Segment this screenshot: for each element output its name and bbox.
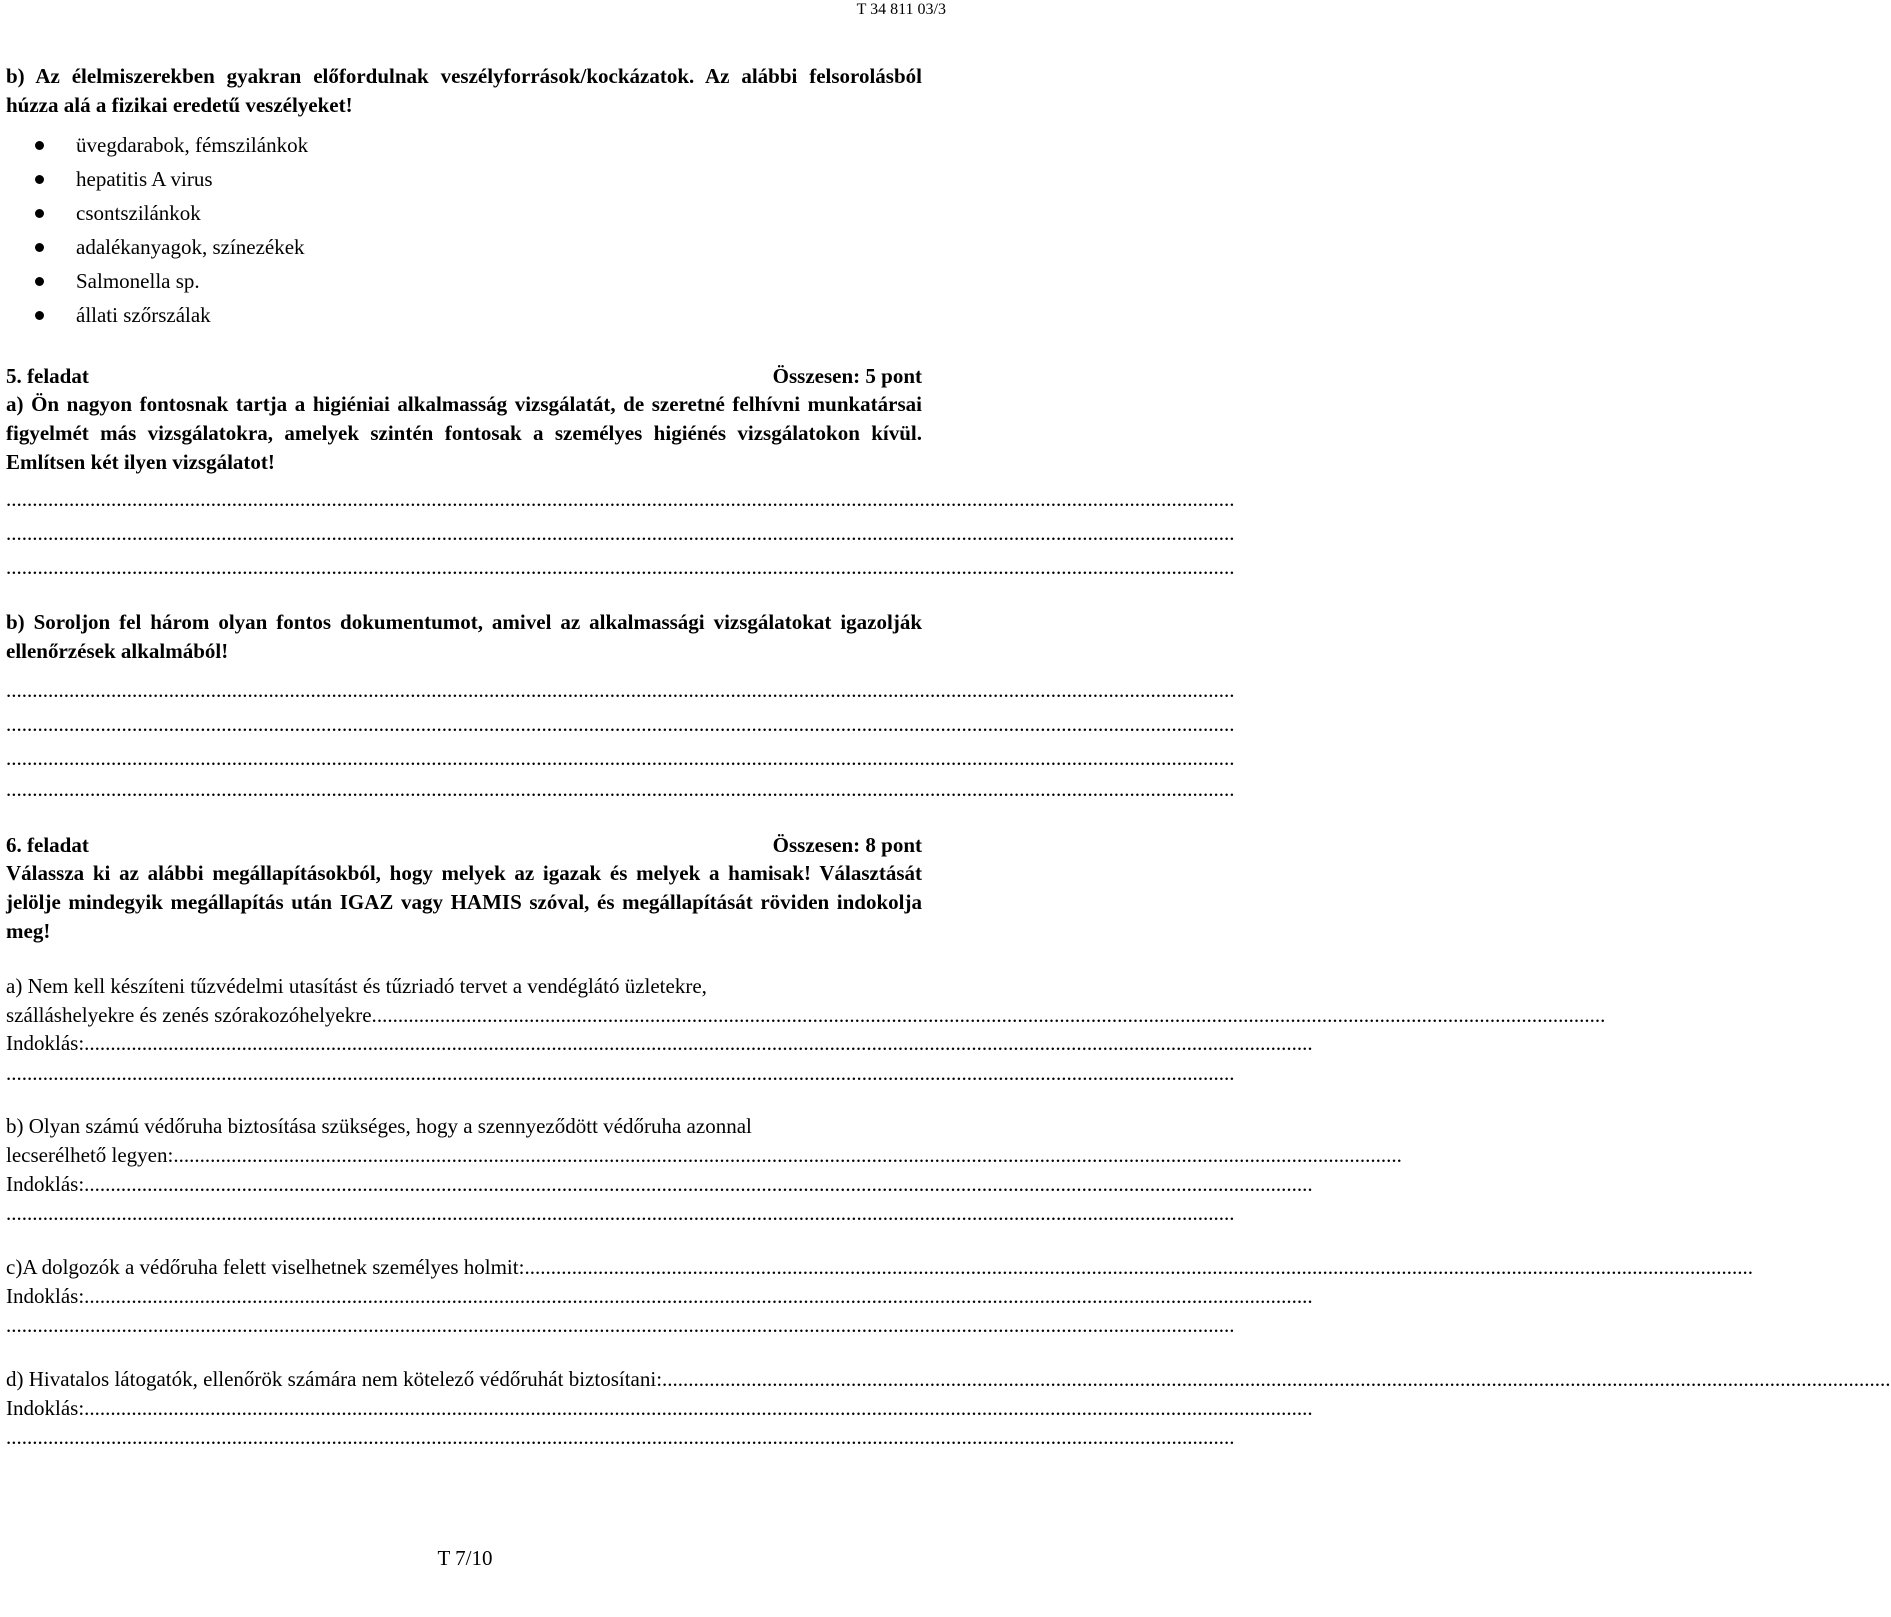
bullet-icon bbox=[35, 277, 44, 286]
bullet-icon bbox=[35, 311, 44, 320]
statement-b-line1: b) Olyan számú védőruha biztosítása szükséges, hogy a szennyeződött védőruha azonnal bbox=[6, 1114, 752, 1138]
answer-line[interactable]: .......................................................................................................................................................................................................................................... bbox=[6, 1061, 1235, 1085]
task6-title: 6. feladat bbox=[6, 833, 89, 857]
list-item[interactable]: csontszilánkok bbox=[6, 196, 606, 230]
answer-dots: .......................................................................................................................................................................................................................................... bbox=[84, 1284, 1313, 1308]
task5-header bbox=[6, 362, 922, 391]
indoklas-label: Indoklás: bbox=[6, 1031, 85, 1055]
answer-dots: .......................................................................................................................................................................................................................................... bbox=[84, 1031, 1313, 1055]
answer-line[interactable]: .......................................................................................................................................................................................................................................... bbox=[6, 777, 1235, 801]
answer-line[interactable]: .......................................................................................................................................................................................................................................... bbox=[6, 1201, 1235, 1225]
answer-dots: .......................................................................................................................................................................................................................................... bbox=[524, 1255, 1753, 1279]
statement-c-answer[interactable] bbox=[6, 1253, 1753, 1282]
indoklas-label: Indoklás: bbox=[6, 1172, 85, 1196]
page-number: T 7/10 bbox=[437, 1546, 493, 1570]
answer-dots: .......................................................................................................................................................................................................................................... bbox=[173, 1143, 1402, 1167]
statement-a-answer[interactable] bbox=[6, 1001, 1606, 1030]
list-item[interactable]: Salmonella sp. bbox=[6, 264, 606, 298]
bullet-icon bbox=[35, 243, 44, 252]
answer-dots: .......................................................................................................................................................................................................................................... bbox=[376, 1003, 1606, 1027]
answer-line[interactable]: .......................................................................................................................................................................................................................................... bbox=[6, 1425, 1235, 1449]
answer-dots: .......................................................................................................................................................................................................................................... bbox=[84, 1396, 1313, 1420]
task6-header bbox=[6, 831, 922, 860]
indoklas-d[interactable] bbox=[6, 1394, 1313, 1423]
answer-line[interactable]: .......................................................................................................................................................................................................................................... bbox=[6, 521, 1235, 545]
bullet-icon bbox=[35, 175, 44, 184]
answer-line[interactable]: .......................................................................................................................................................................................................................................... bbox=[6, 712, 1235, 736]
statement-a-line2: szálláshelyekre és zenés szórakozóhelyekre. bbox=[6, 1003, 377, 1027]
document-code: T 34 811 03/3 bbox=[856, 1, 946, 18]
list-item[interactable]: állati szőrszálak bbox=[6, 298, 606, 332]
indoklas-b[interactable] bbox=[6, 1170, 1313, 1199]
list-item[interactable]: üvegdarabok, fémszilánkok bbox=[6, 128, 606, 162]
task6-points: Összesen: 8 pont bbox=[772, 833, 922, 857]
answer-line[interactable]: .......................................................................................................................................................................................................................................... bbox=[6, 678, 1235, 702]
task6-instruction: Válassza ki az alábbi megállapításokból, hogy melyek az igazak és melyek a hamisak! Választását jelölje mindegyik megállapítás után IGAZ vagy HAMIS szóval, és megállapítását röviden indokolja meg! bbox=[6, 861, 922, 943]
task5-question-a: a) Ön nagyon fontosnak tartja a higiéniai alkalmasság vizsgálatát, de szeretné felhívni munkatársai figyelmét más vizsgálatokra, amelyek szintén fontosak a személyes higiénés vizsgálatokon kívül. Említsen két ilyen vizsgálatot! bbox=[6, 392, 922, 474]
statement-b-answer[interactable] bbox=[6, 1141, 1402, 1170]
list-item[interactable]: adalékanyagok, színezékek bbox=[6, 230, 606, 264]
statement-b-line2: lecserélhető legyen: bbox=[6, 1143, 174, 1167]
statement-a-line1: a) Nem kell készíteni tűzvédelmi utasítást és tűzriadó tervet a vendéglátó üzletekre, bbox=[6, 974, 707, 998]
indoklas-label: Indoklás: bbox=[6, 1396, 85, 1420]
question-b-hazards: b) Az élelmiszerekben gyakran előfordulnak veszélyforrások/kockázatok. Az alábbi felsorolásból húzza alá a fizikai eredetű veszélyeket! bbox=[6, 64, 922, 117]
task5-points: Összesen: 5 pont bbox=[772, 364, 922, 388]
bullet-icon bbox=[35, 209, 44, 218]
indoklas-label: Indoklás: bbox=[6, 1284, 85, 1308]
statement-d-line1: d) Hivatalos látogatók, ellenőrök számára nem kötelező védőruhát biztosítani: bbox=[6, 1367, 663, 1391]
list-item[interactable]: hepatitis A virus bbox=[6, 162, 606, 196]
answer-line[interactable]: .......................................................................................................................................................................................................................................... bbox=[6, 746, 1235, 770]
statement-d-answer[interactable] bbox=[6, 1365, 1891, 1394]
answer-line[interactable]: .......................................................................................................................................................................................................................................... bbox=[6, 555, 1235, 579]
answer-line[interactable]: .......................................................................................................................................................................................................................................... bbox=[6, 1313, 1235, 1337]
bullet-icon bbox=[35, 141, 44, 150]
statement-c-line1: c)A dolgozók a védőruha felett viselhetnek személyes holmit: bbox=[6, 1255, 525, 1279]
answer-dots: .......................................................................................................................................................................................................................................... bbox=[84, 1172, 1313, 1196]
task5-title: 5. feladat bbox=[6, 364, 89, 388]
indoklas-a[interactable] bbox=[6, 1029, 1313, 1058]
task5-question-b: b) Soroljon fel három olyan fontos dokumentumot, amivel az alkalmassági vizsgálatokat igazolják ellenőrzések alkalmából! bbox=[6, 610, 922, 663]
indoklas-c[interactable] bbox=[6, 1282, 1313, 1311]
hazard-list bbox=[6, 128, 606, 332]
answer-dots: .......................................................................................................................................................................................................................................... bbox=[662, 1367, 1891, 1391]
answer-line[interactable]: .......................................................................................................................................................................................................................................... bbox=[6, 487, 1235, 511]
